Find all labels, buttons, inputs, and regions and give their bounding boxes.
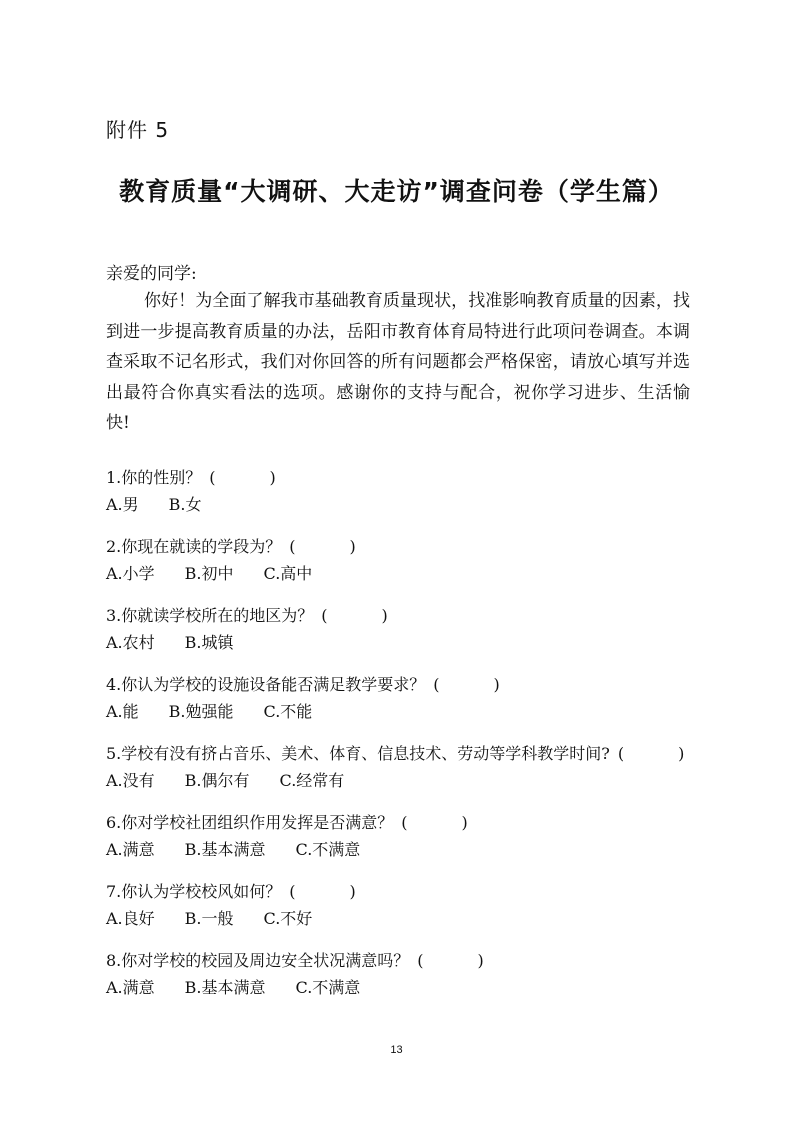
answer-paren-open: (: [401, 813, 408, 832]
answer-paren-close: ): [269, 468, 276, 487]
question-3-options: [106, 629, 706, 656]
question-2-option-b[interactable]: B.初中: [184, 564, 234, 583]
answer-paren-close: ): [461, 813, 468, 832]
question-7-text: 7.你认为学校校风如何？: [106, 882, 282, 901]
question-1-text-line: [106, 464, 706, 491]
answer-paren-close: ): [349, 882, 356, 901]
question-1-option-a[interactable]: A.男: [106, 495, 139, 514]
question-6: [106, 809, 706, 878]
question-2-options: [106, 560, 706, 587]
question-5: [106, 740, 706, 809]
question-7-options: [106, 905, 706, 932]
question-8-text: 8.你对学校的校园及周边安全状况满意吗？: [106, 951, 410, 970]
question-2-option-c[interactable]: C.高中: [263, 564, 313, 583]
answer-paren-open: (: [289, 882, 296, 901]
question-5-option-c[interactable]: C.经常有: [279, 771, 345, 790]
answer-paren-open: (: [433, 675, 440, 694]
question-8-option-b[interactable]: B.基本满意: [184, 978, 266, 997]
answer-paren-close: ): [477, 951, 484, 970]
question-7-option-a[interactable]: A.良好: [106, 909, 155, 928]
question-4-text: 4.你认为学校的设施设备能否满足教学要求？: [106, 675, 426, 694]
question-5-text-line: [106, 740, 706, 767]
question-4-options: [106, 698, 706, 725]
answer-paren-open: (: [417, 951, 424, 970]
question-7-option-c[interactable]: C.不好: [263, 909, 313, 928]
question-2-text: 2.你现在就读的学段为？: [106, 537, 282, 556]
question-list: [106, 464, 706, 1016]
question-8-option-a[interactable]: A.满意: [106, 978, 155, 997]
question-1-options: [106, 491, 706, 518]
answer-paren-open: (: [289, 537, 296, 556]
question-6-option-c[interactable]: C.不满意: [295, 840, 361, 859]
intro-paragraph: 你好！为全面了解我市基础教育质量现状，找准影响教育质量的因素，找到进一步提高教育质量的办法，岳阳市教育体育局特进行此项问卷调查。本调查采取不记名形式，我们对你回答的所有问题都会严格保密，请放心填写并选出最符合你真实看法的选项。感谢你的支持与配合，祝你学习进步、生活愉快!: [106, 291, 690, 433]
question-8-options: [106, 974, 706, 1001]
question-2: [106, 533, 706, 602]
question-6-text-line: [106, 809, 706, 836]
answer-paren-close: ): [381, 606, 388, 625]
greeting: 亲爱的同学:: [106, 264, 197, 284]
question-8-text-line: [106, 947, 706, 974]
answer-paren-open: (: [321, 606, 328, 625]
question-7-text-line: [106, 878, 706, 905]
answer-paren-open: (: [617, 744, 625, 763]
question-4-option-c[interactable]: C.不能: [263, 702, 313, 721]
question-3-text-line: [106, 602, 706, 629]
question-3-option-b[interactable]: B.城镇: [184, 633, 234, 652]
page-number: 13: [390, 1044, 403, 1056]
question-5-option-a[interactable]: A.没有: [106, 771, 155, 790]
question-2-option-a[interactable]: A.小学: [106, 564, 155, 583]
page-title: 教育质量“大调研、大走访”调查问卷（学生篇）: [119, 177, 674, 206]
question-8-option-c[interactable]: C.不满意: [295, 978, 361, 997]
question-4-text-line: [106, 671, 706, 698]
question-3-text: 3.你就读学校所在的地区为？: [106, 606, 314, 625]
question-3: [106, 602, 706, 671]
question-6-option-a[interactable]: A.满意: [106, 840, 155, 859]
question-7-option-b[interactable]: B.一般: [184, 909, 234, 928]
question-4: [106, 671, 706, 740]
attachment-label: 附件 5: [106, 118, 170, 142]
question-4-option-b[interactable]: B.勉强能: [168, 702, 234, 721]
question-6-option-b[interactable]: B.基本满意: [184, 840, 266, 859]
question-8: [106, 947, 706, 1016]
question-3-option-a[interactable]: A.农村: [106, 633, 155, 652]
question-5-options: [106, 767, 706, 794]
question-6-text: 6.你对学校社团组织作用发挥是否满意？: [106, 813, 394, 832]
question-6-options: [106, 836, 706, 863]
question-5-option-b[interactable]: B.偶尔有: [184, 771, 250, 790]
answer-paren-close: ): [678, 744, 685, 763]
question-4-option-a[interactable]: A.能: [106, 702, 139, 721]
answer-paren-close: ): [349, 537, 356, 556]
question-7: [106, 878, 706, 947]
answer-paren-open: (: [209, 468, 216, 487]
question-1-option-b[interactable]: B.女: [168, 495, 202, 514]
question-2-text-line: [106, 533, 706, 560]
question-1: [106, 464, 706, 533]
question-5-text: 5.学校有没有挤占音乐、美术、体育、信息技术、劳动等学科教学时间?: [106, 744, 610, 763]
question-1-text: 1.你的性别？: [106, 468, 202, 487]
answer-paren-close: ): [493, 675, 500, 694]
